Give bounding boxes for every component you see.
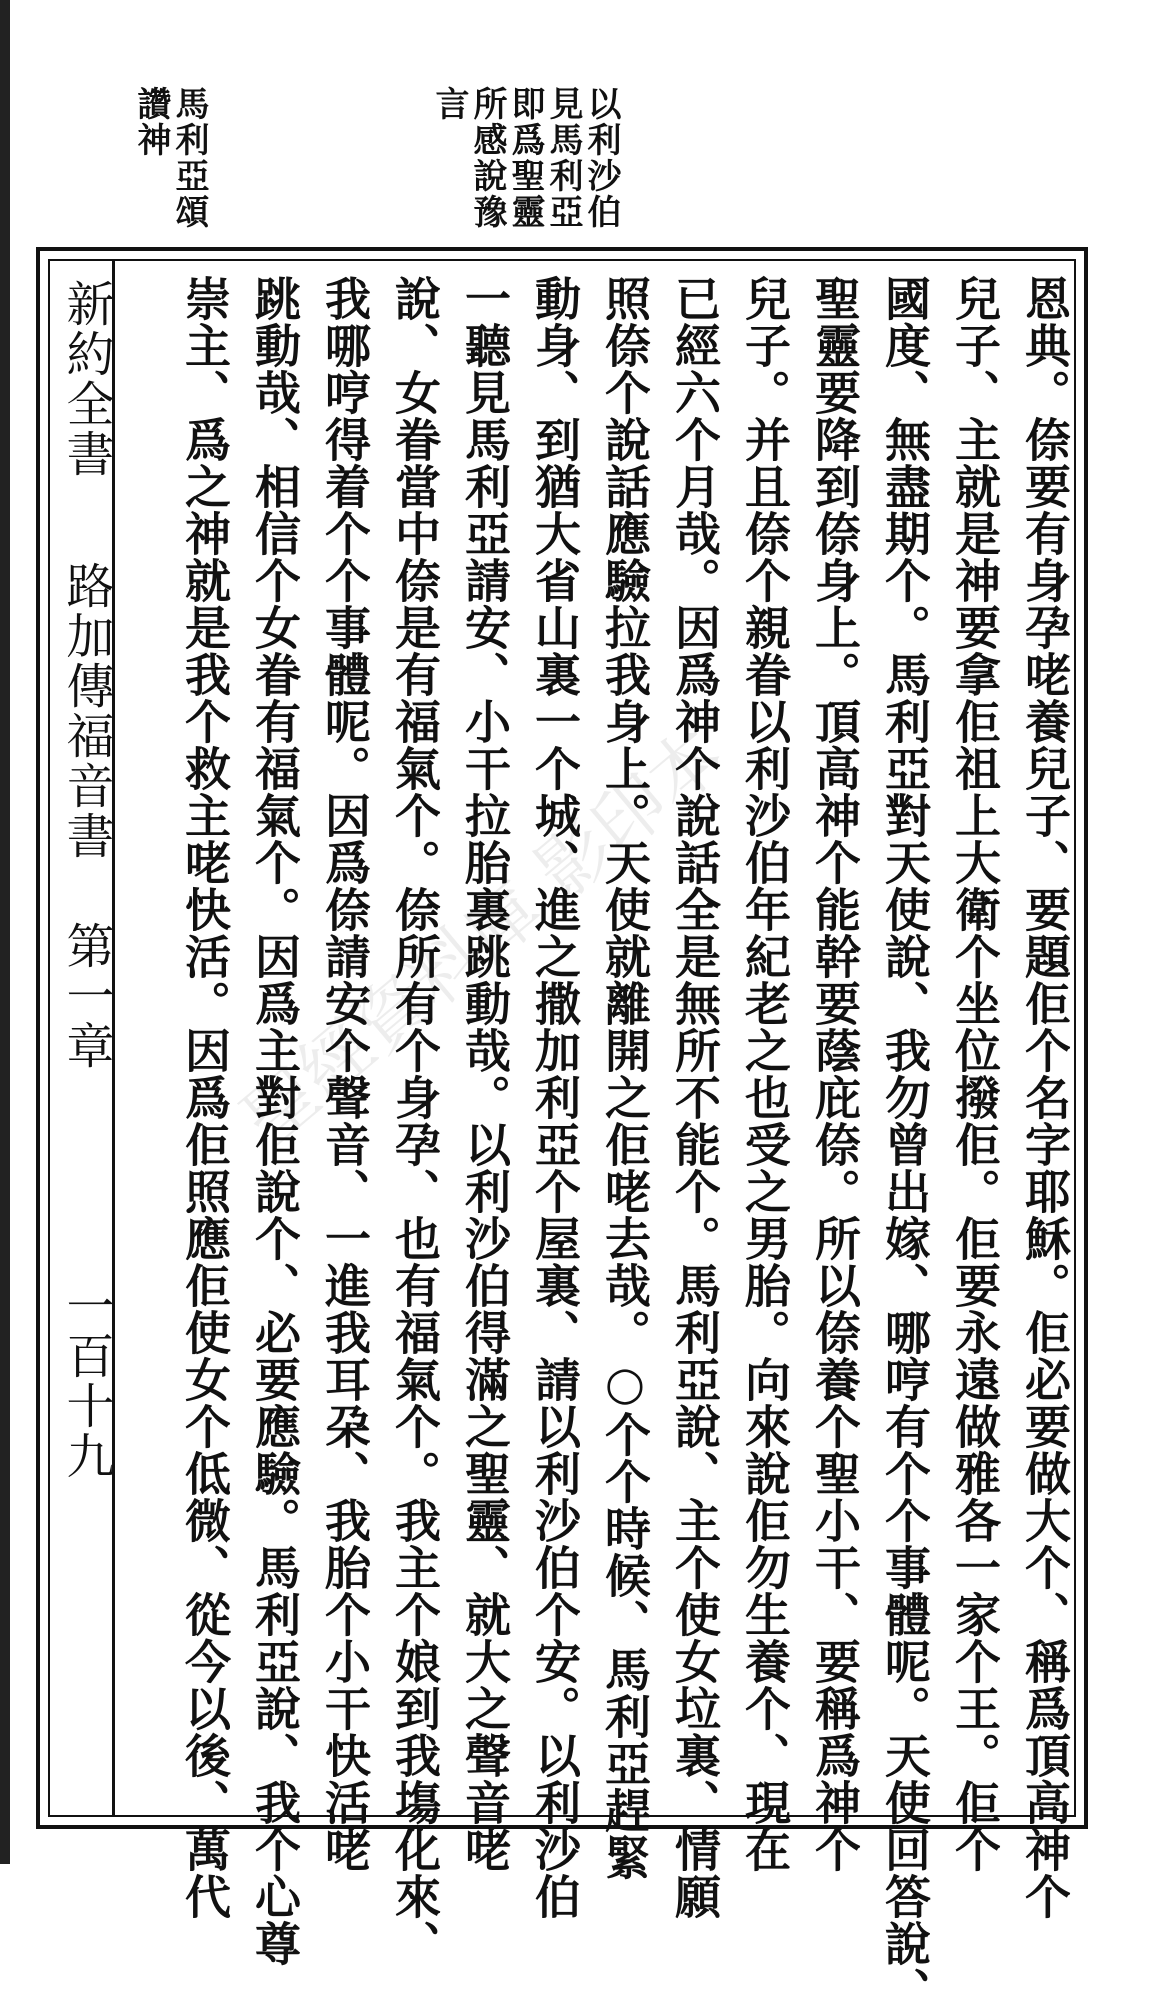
column-divider bbox=[112, 261, 115, 1815]
margin-note-line: 見馬利亞 bbox=[543, 86, 583, 230]
library-watermark: 聖經資料庫 影印本 bbox=[226, 711, 740, 1162]
margin-note-line: 馬利亞頌 bbox=[169, 86, 209, 230]
section-title: 路加傳福音書 bbox=[58, 561, 114, 861]
margin-note-line: 讚神 bbox=[131, 86, 171, 158]
margin-notes bbox=[130, 86, 630, 246]
text-column: 說、女眷當中倷是有福氣个。倷所有个身孕、也有福氣个。我主个娘到我塲化來、 bbox=[388, 275, 442, 1967]
text-column: 聖靈要降到倷身上。頂高神个能幹要蔭庇倷。所以倷養个聖小干、要稱爲神个 bbox=[808, 275, 862, 1873]
text-column: 已經六个月哉。因爲神个說話全是無所不能个。馬利亞說、主个使女垃裏、情願 bbox=[668, 275, 722, 1920]
book-title: 新約全書 bbox=[58, 279, 114, 479]
margin-note-line: 言 bbox=[429, 86, 469, 122]
margin-note-line: 所感說豫 bbox=[467, 86, 507, 230]
body-text bbox=[144, 275, 1072, 2014]
text-column: 跳動哉、相信个女眷有福氣个。因爲主對佢說个、必要應驗。馬利亞說、我个心尊 bbox=[248, 275, 302, 1967]
scan-edge bbox=[0, 0, 10, 1864]
page-number: 一百十九 bbox=[58, 1281, 114, 1481]
margin-note-line: 即爲聖靈 bbox=[505, 86, 545, 230]
text-column: 兒子、主就是神要拿佢祖上大衛个坐位撥佢。佢要永遠做雅各一家个王。佢个 bbox=[948, 275, 1002, 1873]
text-column: 照倷个說話應驗拉我身上。天使就離開之佢咾去哉。○个个時候、馬利亞趕緊 bbox=[598, 275, 652, 1881]
text-column: 崇主、爲之神就是我个救主咾快活。因爲佢照應佢使女个低微、從今以後、萬代 bbox=[178, 275, 232, 1920]
text-column: 兒子。并且倷个親眷以利沙伯年紀老之也受之男胎。向來說佢勿生養个、現在 bbox=[738, 275, 792, 1873]
text-column: 動身、到猶大省山裏一个城、進之撒加利亞个屋裏、請以利沙伯个安。以利沙伯 bbox=[528, 275, 582, 1920]
text-column: 恩典。倷要有身孕咾養兒子、要題佢个名字耶穌。佢必要做大个、稱爲頂高神个 bbox=[1018, 275, 1072, 1920]
text-column: 國度、無盡期个。馬利亞對天使說、我勿曾出嫁、哪哼有个个事體呢。天使回答說、 bbox=[878, 275, 932, 2014]
text-column: 我哪哼得着个个事體呢。因爲倷請安个聲音、一進我耳朶、我胎个小干快活咾 bbox=[318, 275, 372, 1873]
text-frame bbox=[36, 247, 1088, 2014]
chapter-label: 第一章 bbox=[58, 921, 114, 1071]
margin-note-line: 以利沙伯 bbox=[581, 86, 621, 230]
text-column: 一聽見馬利亞請安、小干拉胎裏跳動哉。以利沙伯得滿之聖靈、就大之聲音咾 bbox=[458, 275, 512, 1873]
text-frame-inner bbox=[48, 259, 1076, 2014]
